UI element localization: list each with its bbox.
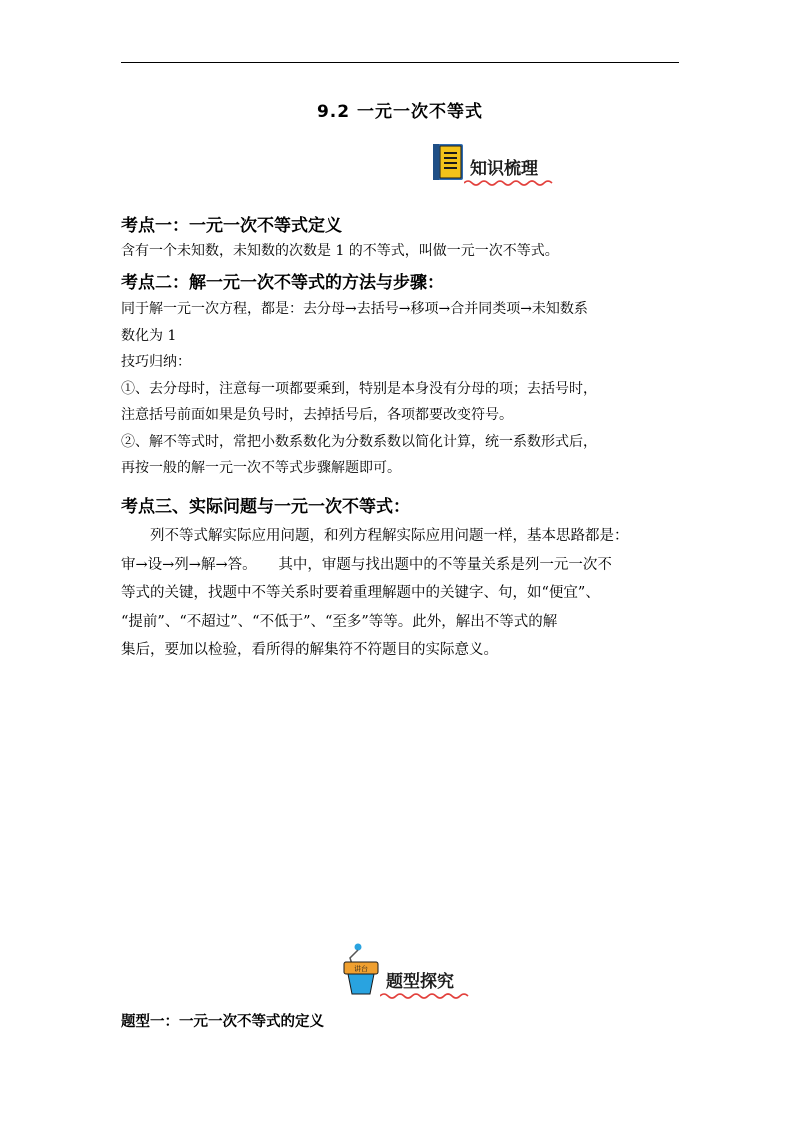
kp2-body — [121, 296, 681, 482]
explore-badge — [340, 942, 454, 996]
kp2-line: ①、去分母时，注意每一项都要乘到，特别是本身没有分母的项；去括号时， — [121, 380, 597, 397]
kp3-heading: 考点三、实际问题与一元一次不等式： — [121, 497, 410, 517]
kp2-line: 同于解一元一次方程，都是：去分母→去括号→移项→合并同类项→未知数系 — [121, 301, 588, 317]
book-icon — [430, 143, 466, 183]
kp3-body — [121, 522, 687, 665]
type1-heading: 题型一：一元一次不等式的定义 — [121, 1014, 324, 1030]
kp2-line: 注意括号前面如果是负号时，去掉括号后，各项都要改变符号。 — [121, 407, 513, 423]
kp2-line: ②、解不等式时，常把小数系数化为分数系数以简化计算，统一系数形式后， — [121, 433, 597, 450]
header-rule — [121, 62, 679, 63]
kp1-heading: 考点一：一元一次不等式定义 — [121, 216, 342, 236]
knowledge-badge-label: 知识梳理 — [470, 154, 538, 183]
kp2-heading: 考点二：解一元一次不等式的方法与步骤： — [121, 273, 444, 293]
page-title: 9.2 一元一次不等式 — [316, 102, 484, 122]
wave-underline-icon — [380, 992, 470, 1000]
kp3-line: “提前”、“不超过”、“不低于”、“至多”等等。此外，解出不等式的解 — [121, 613, 558, 630]
kp2-line: 数化为 1 — [121, 327, 177, 344]
kp2-line: 再按一般的解一元一次不等式步骤解题即可。 — [121, 460, 401, 476]
kp1-text — [121, 238, 681, 265]
kp1-line: 含有一个未知数，未知数的次数是 1 的不等式，叫做一元一次不等式。 — [121, 243, 559, 259]
podium-icon — [340, 942, 382, 996]
explore-badge-label: 题型探究 — [386, 967, 454, 996]
knowledge-badge — [430, 143, 538, 183]
kp2-line: 技巧归纳： — [121, 354, 191, 370]
kp3-line: 审→设→列→解→答。 其中，审题与找出题中的不等量关系是列一元一次不 — [121, 556, 612, 573]
kp3-line: 集后，要加以检验，看所得的解集符不符题目的实际意义。 — [121, 642, 498, 658]
wave-underline-icon — [464, 179, 554, 187]
kp3-line: 等式的关键，找题中不等关系时要着重理解题中的关键字、句，如“便宜”、 — [121, 585, 600, 601]
podium-text: 讲台 — [354, 965, 368, 973]
kp3-line: 列不等式解实际应用问题，和列方程解实际应用问题一样，基本思路都是： — [150, 528, 629, 544]
